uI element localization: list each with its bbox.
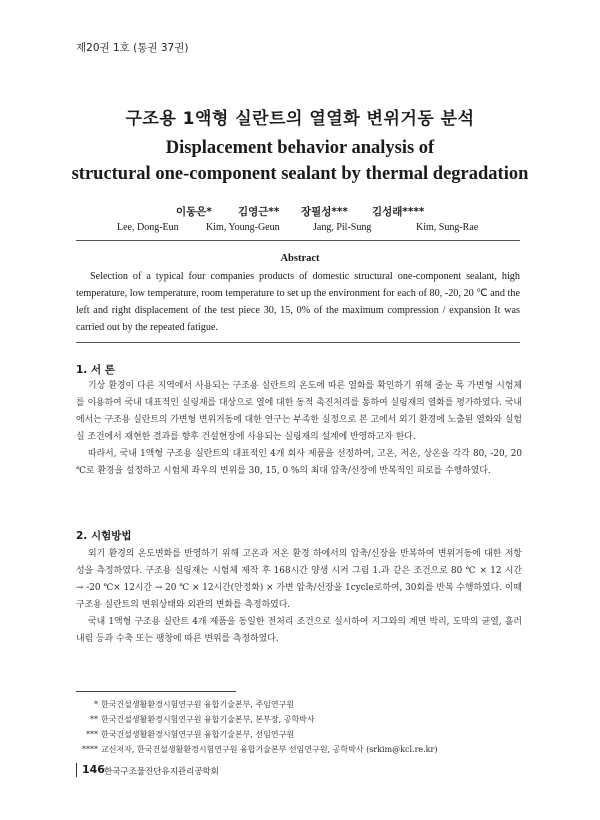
footnote-mark: ***: [86, 730, 98, 739]
footnote-item: [76, 697, 526, 712]
author-en-1: Lee, Dong-Eun: [117, 222, 179, 233]
section-heading-method: 2. 시험방법: [76, 530, 132, 542]
footnote-rule: [76, 691, 236, 692]
author-en-3: Jang, Pil-Sung: [313, 222, 372, 233]
abstract-heading: Abstract: [280, 253, 320, 264]
footnote-item: [76, 712, 526, 727]
paragraph: 따라서, 국내 1액형 구조용 실란트의 대표적인 4개 회사 제품을 선정하여, 고온, 저온, 상온을 각각 80, -20, 20 ℃로 환경을 설정하고 시험체 좌우의 변위를 30, 15, 0 %의 최대 압축/신장에 반복적인 피로를 수행하였다.: [76, 449, 522, 476]
author-en-4: Kim, Sung-Rae: [416, 222, 479, 233]
footnote-text: 교신저자, 한국건설생활환경시험연구원 융합기술본부 선임연구원, 공학박사 (srkim@kcl.re.kr): [101, 745, 438, 754]
title-korean: 구조용 1액형 실란트의 열열화 변위거동 분석: [125, 109, 475, 129]
author-en-2: Kim, Young-Geun: [206, 222, 280, 233]
abstract-text: Selection of a typical four companies products of domestic structural one-component sealant, high temperature, low temperature, room temperature to set up the environment for each of 80, -20, 20 ℃ and the left and right displacement of the test piece 30, 15, 0% of the maximum compression / expansion It was carried out by the repeated fatigue.: [76, 271, 520, 333]
author-ko-3: 장필성***: [301, 206, 348, 218]
footnote-text: 한국건설생활환경시험연구원 융합기술본부, 주임연구원: [101, 700, 295, 709]
footnote-text: 한국건설생활환경시험연구원 융합기술본부, 선임연구원: [101, 730, 295, 739]
page-number: 146: [82, 763, 105, 776]
footnote-mark: *: [94, 700, 98, 709]
footnote-text: 한국건설생활환경시험연구원 융합기술본부, 본부장, 공학박사: [101, 715, 315, 724]
author-ko-1: 이동은*: [176, 206, 212, 218]
title-english-line1: Displacement behavior analysis of: [165, 138, 435, 158]
footer-divider: [76, 763, 78, 777]
paragraph: 기상 환경이 다른 지역에서 사용되는 구조용 실란트의 온도에 따른 열화를 확인하기 위해 줄눈 폭 가변형 시험체를 이용하여 국내 대표적인 실링재를 대상으로 열에 대한 동적 촉진처리를 통하여 실링재의 열화를 평가하였다. 국내에서는 구조용 실란트의 가변형 변위거동에 대한 연구는 부족한 실정으로 본 고에서 외기 환경에 노출된 열화와 실험실 조건에서 재현한 결과를 향후 건설현장에 사용되는 실링재의 설계에 반영하고자 한다.: [76, 381, 522, 442]
title-english-line2: structural one-component sealant by thermal degradation: [71, 164, 529, 184]
paragraph: 외기 환경의 온도변화를 반영하기 위해 고온과 저온 환경 하에서의 압축/신장을 반복하여 변위거동에 대한 저항성을 측정하였다. 구조용 실링재는 시험체 제작 후 168시간 양생 시켜 그림 1.과 같은 조건으로 80 ℃ × 12 시간 → -20 ℃× 12시간 → 20 ℃ × 12시간(안정화) × 가변 압축/신장을 1cycle로하여, 30회를 반복 수행하였다. 이때 구조용 실란트의 변위상태와 외관의 변화를 측정하였다.: [76, 549, 522, 610]
section-heading-introduction: 1. 서 론: [76, 364, 115, 376]
paragraph: 국내 1액형 구조용 실란트 4개 제품을 동일한 전처리 조건으로 실시하여 지그와의 계면 박리, 도막의 균열, 흘러내림 등과 수축 또는 팽창에 따른 변위를 측정하였다.: [76, 617, 522, 644]
journal-volume: 제20권 1호 (통권 37권): [76, 42, 189, 54]
section-body-method: [76, 546, 522, 648]
divider: [76, 240, 520, 241]
footnote-item: [76, 742, 526, 757]
footnote-mark: ****: [82, 745, 98, 754]
divider: [76, 342, 520, 343]
footnote-mark: **: [90, 715, 98, 724]
section-body-introduction: [76, 378, 522, 480]
author-ko-4: 김성래****: [372, 206, 425, 218]
author-ko-2: 김영근**: [238, 206, 280, 218]
footnotes: [76, 697, 526, 757]
footnote-item: [76, 727, 526, 742]
journal-name: 한국구조물진단유지관리공학회: [104, 767, 219, 777]
